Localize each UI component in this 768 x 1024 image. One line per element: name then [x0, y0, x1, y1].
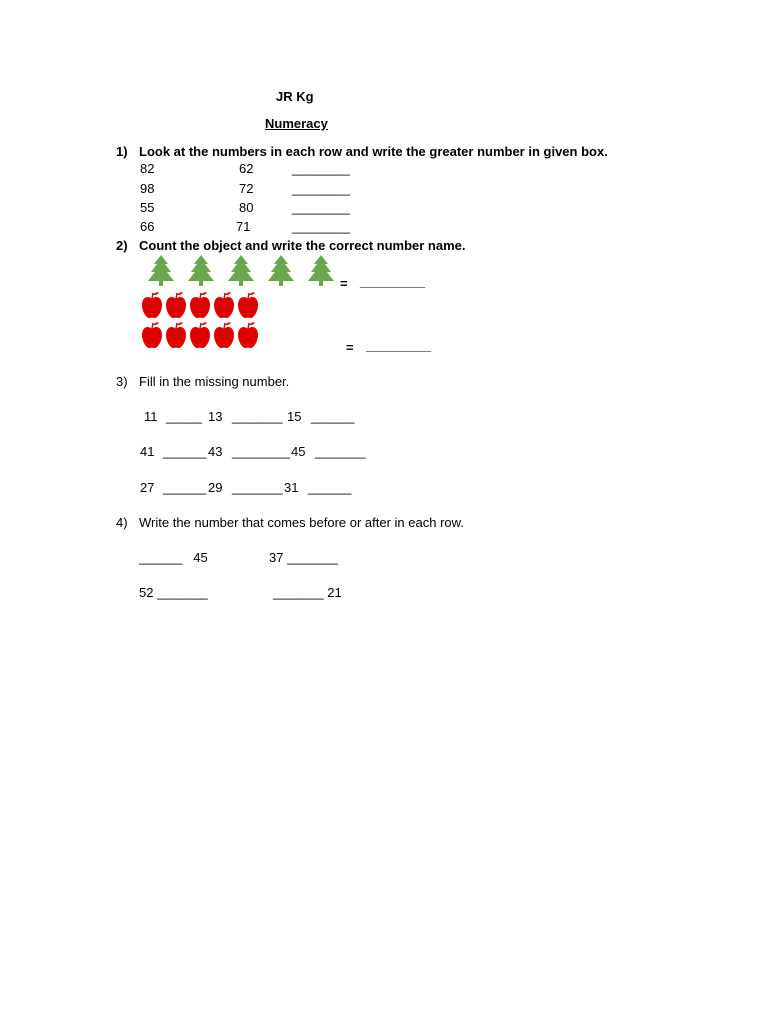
q3-row1-n2: 13 [208, 409, 223, 424]
q2-instruction: Count the object and write the correct number name. [139, 238, 466, 253]
q1-row4-a: 66 [140, 219, 155, 234]
apple-icon [166, 322, 186, 349]
q1-instruction: Look at the numbers in each row and write the greater number in given box. [139, 144, 608, 159]
apples-equals: = [346, 340, 354, 355]
q1-row3-a: 55 [140, 200, 155, 215]
q1-row1-a: 82 [140, 161, 155, 176]
q4-row2-after[interactable]: 52 _______ [139, 585, 208, 600]
apple-icon [238, 322, 258, 349]
apple-icon [166, 292, 186, 319]
q3-row2-blank2[interactable]: ________ [232, 444, 290, 459]
apple-icon [214, 292, 234, 319]
trees-equals: = [340, 276, 348, 291]
trees-answer-blank[interactable]: _________ [360, 274, 426, 289]
q4-row1-before[interactable]: ______ 45 [139, 550, 208, 565]
q3-row1-n1: 11 [144, 409, 158, 424]
q1-row2-blank[interactable]: ________ [292, 181, 350, 196]
q3-row2-blank3[interactable]: _______ [315, 444, 366, 459]
q3-row1-blank2[interactable]: _______ [232, 409, 283, 424]
q3-row1-blank3[interactable]: ______ [311, 409, 355, 424]
worksheet-subtitle: Numeracy [265, 116, 328, 131]
q3-row1-n3: 15 [287, 409, 302, 424]
q4-row2-before[interactable]: _______ 21 [273, 585, 342, 600]
q3-row3-blank3[interactable]: ______ [308, 480, 352, 495]
tree-icon [226, 255, 256, 287]
q3-row3-n3: 31 [284, 480, 299, 495]
q3-number: 3) [116, 374, 128, 389]
q1-row2-b: 72 [239, 181, 254, 196]
q1-row3-b: 80 [239, 200, 254, 215]
q3-row3-n2: 29 [208, 480, 223, 495]
q3-row2-n2: 43 [208, 444, 223, 459]
q3-row3-blank1[interactable]: ______ [163, 480, 207, 495]
q1-row2-a: 98 [140, 181, 155, 196]
apple-icon [190, 322, 210, 349]
tree-icon [306, 255, 336, 287]
q1-row4-blank[interactable]: ________ [292, 219, 350, 234]
tree-icon [266, 255, 296, 287]
apple-icon [214, 322, 234, 349]
q4-number: 4) [116, 515, 128, 530]
q3-row2-n1: 41 [140, 444, 155, 459]
q1-row1-b: 62 [239, 161, 254, 176]
apple-icon [142, 322, 162, 349]
q4-instruction: Write the number that comes before or after in each row. [139, 515, 464, 530]
q3-row2-n3: 45 [291, 444, 306, 459]
worksheet-title: JR Kg [276, 89, 314, 104]
q3-row1-blank1[interactable]: _____ [166, 409, 203, 424]
q3-row3-n1: 27 [140, 480, 155, 495]
q3-instruction: Fill in the missing number. [139, 374, 290, 389]
q1-row4-b: 71 [236, 219, 251, 234]
q3-row3-blank2[interactable]: _______ [232, 480, 283, 495]
q1-number: 1) [116, 144, 128, 159]
apple-icon [142, 292, 162, 319]
q4-row1-after[interactable]: 37 _______ [269, 550, 338, 565]
apple-icon [190, 292, 210, 319]
q3-row2-blank1[interactable]: ______ [163, 444, 207, 459]
tree-icon [146, 255, 176, 287]
q1-row3-blank[interactable]: ________ [292, 200, 350, 215]
tree-icon [186, 255, 216, 287]
q1-row1-blank[interactable]: ________ [292, 161, 350, 176]
apple-icon [238, 292, 258, 319]
apples-answer-blank[interactable]: _________ [366, 338, 432, 353]
q2-number: 2) [116, 238, 128, 253]
